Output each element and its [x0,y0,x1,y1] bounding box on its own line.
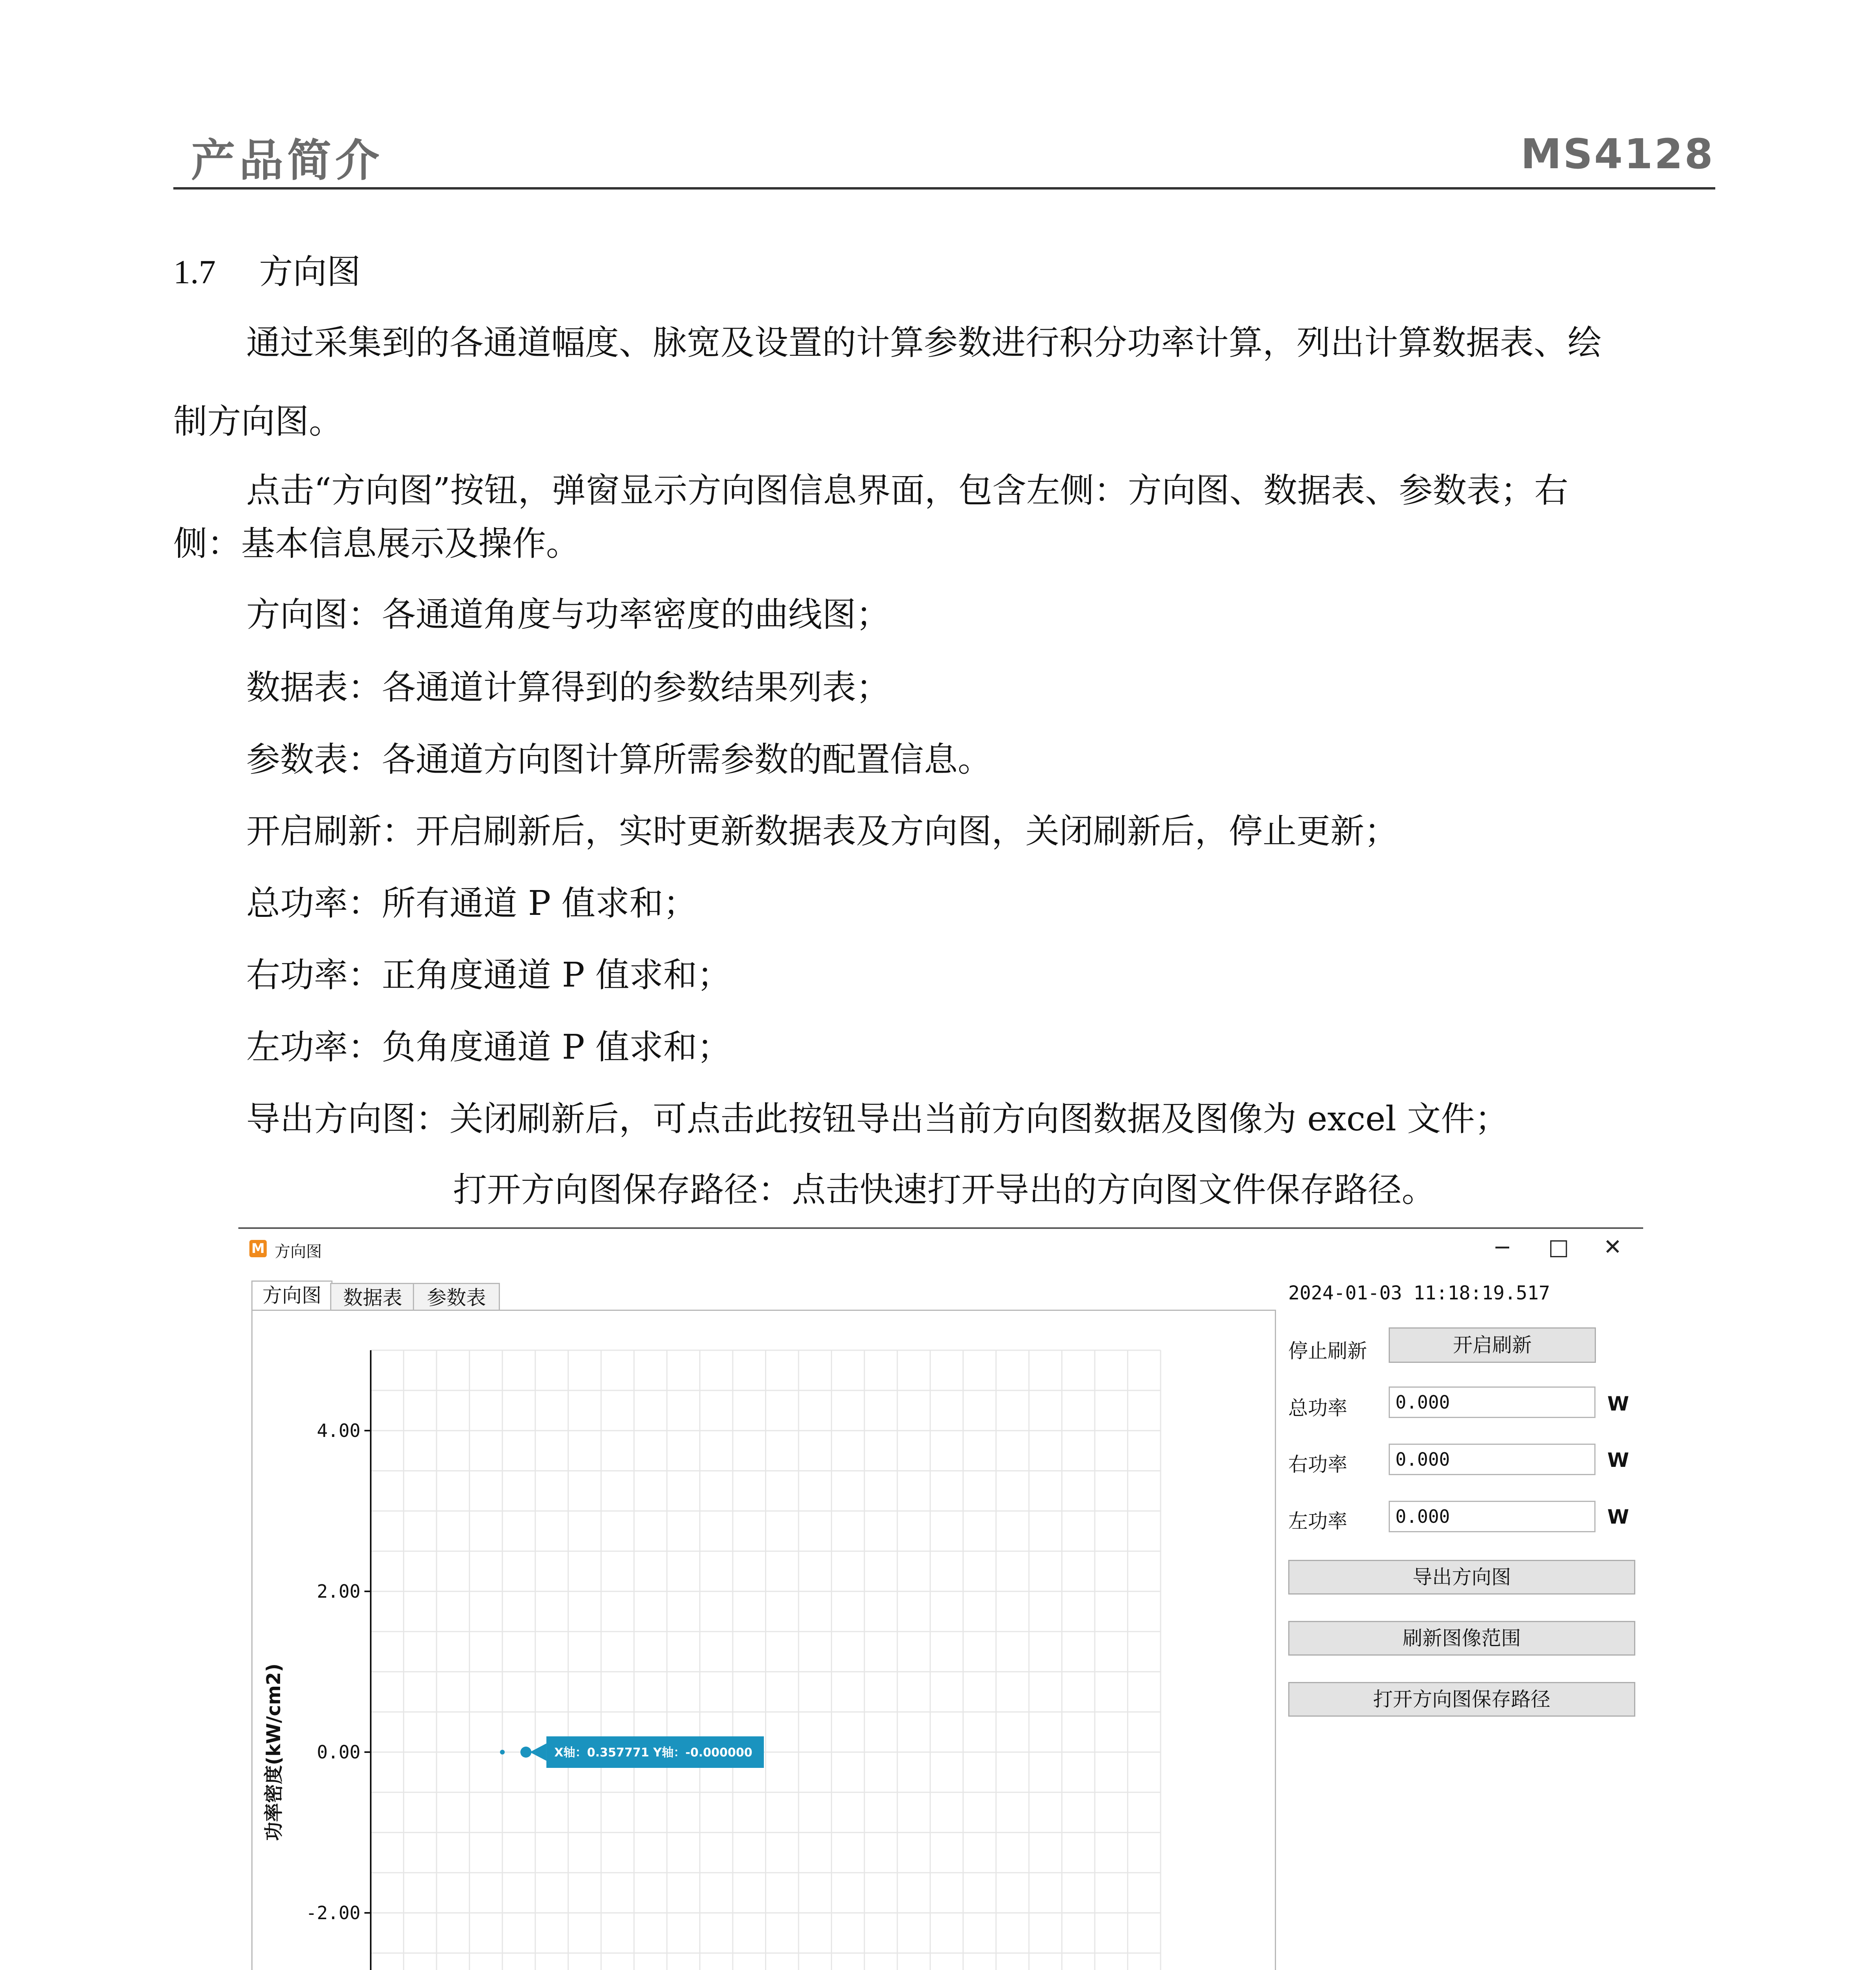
section-heading [173,244,361,293]
desc-open-path: 打开方向图保存路径：点击快速打开导出的方向图文件保存路径。 [453,1170,1436,1210]
desc-export: 导出方向图：关闭刷新后，可点击此按钮导出当前方向图数据及图像为 excel 文件； [246,1099,1509,1139]
data-point [500,1750,505,1754]
left-power-unit: W [1607,1505,1629,1528]
direction-chart-window [238,1227,1643,1970]
desc-total-power: 总功率：所有通道 P 值求和； [246,884,697,923]
timestamp: 2024-01-03 11:18:19.517 [1288,1282,1550,1304]
y-tick-label: 2.00 [317,1581,360,1602]
header-title: 产品简介 [191,135,383,186]
desc-left-power: 左功率：负角度通道 P 值求和； [246,1028,731,1067]
refresh-status: 停止刷新 [1288,1340,1367,1362]
tooltip-text: X轴：0.357771 Y轴：-0.000000 [554,1746,752,1760]
export-chart-button[interactable]: 导出方向图 [1288,1560,1635,1595]
chart-panel [251,1310,1276,1970]
tooltip-pointer [530,1743,546,1761]
tab-param-table[interactable]: 参数表 [413,1283,500,1312]
tab-data-table[interactable]: 数据表 [330,1283,415,1312]
open-save-path-button[interactable]: 打开方向图保存路径 [1288,1682,1635,1717]
chart-ticks [306,1420,1172,1970]
y-tick-label: 0.00 [317,1741,360,1763]
app-logo-icon: M [249,1240,267,1257]
paragraph-2: 点击“方向图”按钮，弹窗显示方向图信息界面，包含左侧：方向图、数据表、参数表；右 [246,471,1568,510]
refresh-range-button[interactable]: 刷新图像范围 [1288,1621,1635,1656]
maximize-icon[interactable]: □ [1548,1234,1569,1260]
direction-chart[interactable] [253,1311,1275,1970]
header-model: MS4128 [1521,130,1714,178]
left-power-label: 左功率 [1288,1510,1347,1533]
right-power-unit: W [1607,1449,1629,1472]
paragraph-2-cont: 侧：基本信息展示及操作。 [173,524,580,563]
total-power-field[interactable]: 0.000 [1389,1386,1596,1418]
desc-direction-chart: 方向图：各通道角度与功率密度的曲线图； [246,595,890,634]
section-title: 方向图 [259,252,361,292]
start-refresh-button[interactable]: 开启刷新 [1389,1327,1596,1363]
right-power-field[interactable]: 0.000 [1389,1444,1596,1475]
window-title: 方向图 [275,1243,322,1261]
window-titlebar[interactable] [238,1229,1643,1268]
y-tick-label: -2.00 [306,1902,360,1924]
paragraph-1: 通过采集到的各通道幅度、脉宽及设置的计算参数进行积分功率计算，列出计算数据表、绘 [246,323,1601,362]
data-point [520,1747,531,1758]
minimize-icon[interactable]: − [1493,1234,1512,1260]
paragraph-1-cont: 制方向图。 [173,402,343,441]
total-power-label: 总功率 [1288,1397,1347,1420]
desc-right-power: 右功率：正角度通道 P 值求和； [246,955,731,995]
y-tick-label: 4.00 [317,1420,360,1441]
chart-ylabel: 功率密度(kW/cm2) [263,1663,285,1841]
desc-param-table: 参数表：各通道方向图计算所需参数的配置信息。 [246,740,992,779]
close-icon[interactable]: ✕ [1603,1234,1622,1260]
section-number: 1.7 [173,253,216,291]
left-power-field[interactable]: 0.000 [1389,1501,1596,1532]
tab-direction-chart[interactable]: 方向图 [251,1280,332,1312]
desc-data-table: 数据表：各通道计算得到的参数结果列表； [246,668,890,707]
chart-tooltip [546,1736,764,1768]
total-power-unit: W [1607,1392,1629,1415]
right-power-label: 右功率 [1288,1453,1347,1476]
header-divider [173,187,1715,190]
desc-refresh: 开启刷新：开启刷新后，实时更新数据表及方向图，关闭刷新后，停止更新； [246,812,1398,851]
chart-grid [371,1350,1161,1970]
